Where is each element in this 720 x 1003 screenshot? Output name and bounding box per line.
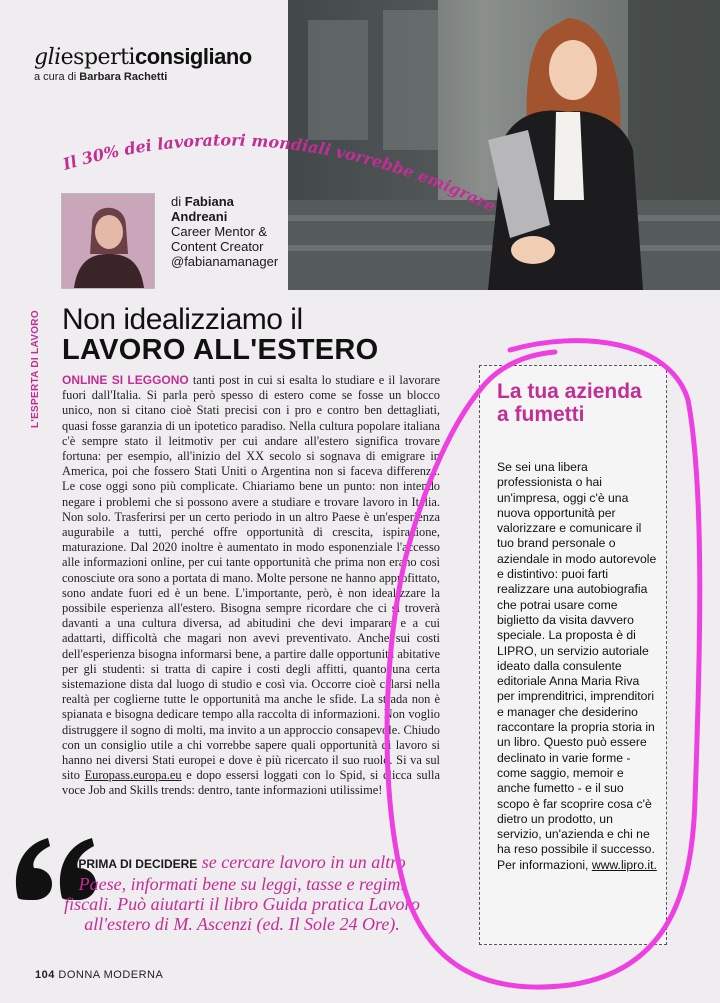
quote-text: se cercare lavoro in un altro Paese, informati bene su leggi, tasse e regimi fiscali. Può aiutarti il libro Guida pratica Lavoro all'estero di M. Ascenzi (ed. Il Sole 24 Ore). [64, 852, 420, 934]
europass-link[interactable]: Europass.europa.eu [84, 768, 182, 783]
column-brand [34, 44, 252, 70]
curator-line [34, 71, 167, 83]
article-text-1: tanti post in cui si esalta lo studiare e il lavorare fuori dall'Italia. Si parla però spesso di estero come se fosse un blocco unico, non si citano cioè Stati precisi con i pro e contro ben dettagliati, quasi fosse garanzia di un ipotetico paradiso. Nella cultura popolare italiana c'è sempre stato il leitmotiv per cui andare all'estero significa trovare fortuna: per esempio, all'inizio del XX secolo si sognava di emigrare in America, poi che fossero Stati Uniti o Argentina non si faceva differenza. Le cose oggi sono più complicate. Chiariamo bene un punto: non intendo negare i problemi che si possono avere a studiare e trovare lavoro in Italia. Non solo. Trasferirsi per un certo periodo in un altro Paese è un'esperienza augurabile a tutti, perché offre opportunità di crescita, ispirazione, maturazione. Dal 2020 inoltre è aumentato in modo esponenziale l'accesso alle informazioni online, per cui tante opportunità che prima non erano così conosciute ora sono a portata di mano. Molte persone ne hanno approfittato, sono andate fuori ed è un bene. L'importante, però, è non idealizzare la possibile esperienza all'estero. Bisogna sempre ricordare che ci si troverà davanti a una cultura diversa, ad abitudini che devi imparare e a cui adattarti, difficoltà che magari non avevi preventivato. Anche sui costi dell'esperienza bisogna informarsi bene, a partire dalle opportunità abitative per gli studenti: si tratta di capire i costi degli affitti, quanto una certa sistemazione dista dal luogo di studio e così via. Occorre cioè calarsi nella realtà per coglierne tutte le opportunità ma anche le sfide. La strada non è spianata e bisogna dedicare tempo alla raccolta di informazioni. Non voglio distruggere il sogno di molti, ma invito a un approccio consapevole. Chiudo con un consiglio utile a chi vorrebbe sapere quali opportunità di lavoro si hanno nei diversi Stati europei e dove è più ricercato il suo ruolo. Si va sul sito [62, 373, 441, 783]
author-name-line2: Andreani [171, 209, 228, 224]
author-info [171, 194, 278, 269]
article-title-line2: LAVORO ALL'ESTERO [62, 334, 379, 366]
brand-suffix: consigliano [134, 44, 252, 69]
article-body [62, 373, 440, 799]
quote-lead: PRIMA DI DECIDERE [78, 857, 198, 871]
page-number: 104 [35, 969, 55, 981]
magazine-name: DONNA MODERNA [58, 969, 164, 981]
headline-arc-text: Il 30% dei lavoratori mondiali vorrebbe emigrare [60, 130, 499, 216]
author-handle: @fabianamanager [171, 254, 279, 269]
lipro-link[interactable]: www.lipro.it. [591, 857, 657, 872]
curator-name: Barbara Rachetti [79, 71, 168, 83]
brand-mid: esperti [60, 45, 135, 70]
author-name-line1: di Fabiana [171, 194, 234, 209]
article-text-2: e dopo essersi loggati con lo Spid, si clicca sulla voce Job and Skills trends: dentro, tante informazioni utilissime! [62, 768, 440, 798]
sidebar-text [497, 460, 657, 873]
author-photo [61, 193, 155, 289]
author-role-line2: Content Creator [171, 239, 264, 254]
section-label: L'ESPERTA DI LAVORO [30, 310, 41, 428]
sidebar-body: Se sei una libera professionista o hai un'impresa, oggi c'è una nuova opportunità per valorizzare e comunicare il tuo brand personale o aziendale in modo autorevole e distintivo: puoi farti realizzare una autobiografia che potrai usare come biglietto da visita davvero speciale. La proposta è di LIPRO, un servizio autoriale ideato dalla consulente editoriale Anna Maria Riva per imprenditrici, imprenditori e manager che desiderino raccontare la propria storia in un libro. Questo può essere declinato in varie forme - come saggio, memoir e anche fumetto - e il suo scopo è far scoprire cosa c'è dietro un prodotto, un servizio, un'azienda e chi ne ha reso possibile il successo. Per informazioni, [497, 460, 657, 872]
curator-prefix: a cura di [34, 71, 77, 83]
brand-prefix: gli [34, 45, 61, 70]
pull-quote [62, 852, 422, 934]
article-title-line1: Non idealizziamo il [62, 303, 303, 336]
author-role-line1: Career Mentor & [171, 224, 268, 239]
page-footer [35, 969, 163, 981]
article-lead: ONLINE SI LEGGONO [62, 373, 189, 387]
sidebar-title: La tua azienda a fumetti [497, 380, 642, 426]
